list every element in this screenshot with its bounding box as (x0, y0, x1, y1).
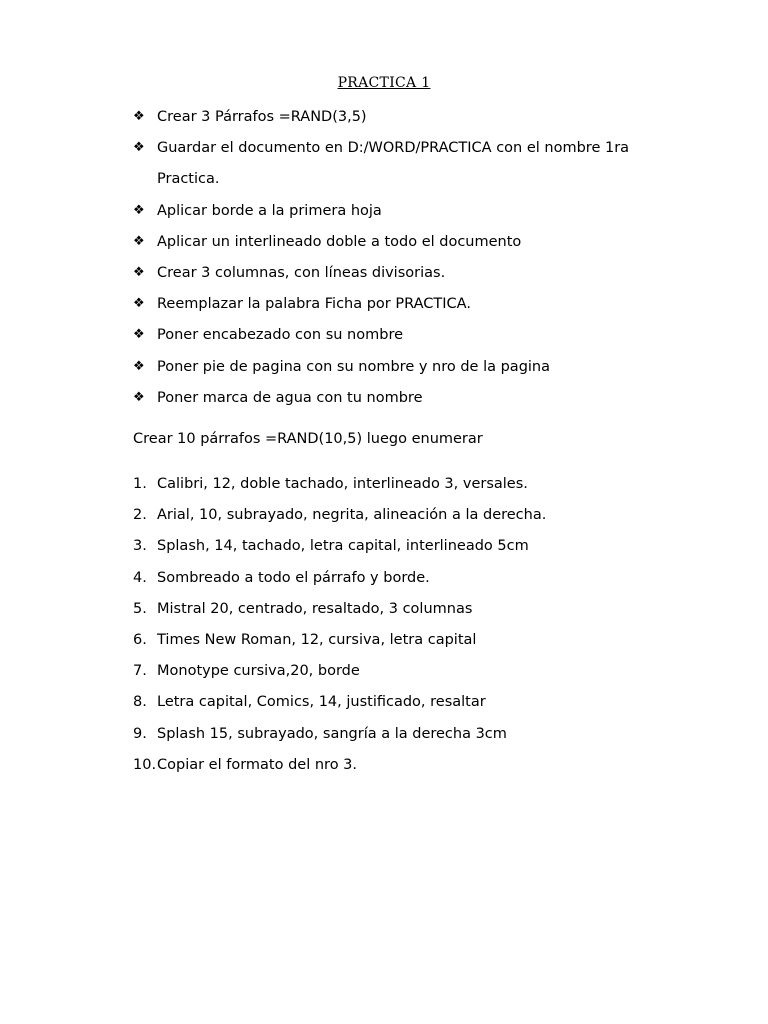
item-number: 6. (133, 631, 147, 648)
diamond-bullet-icon: ❖ (133, 109, 145, 124)
list-item-text: Reemplazar la palabra Ficha por PRACTICA. (157, 296, 471, 313)
numbered-item (133, 534, 693, 558)
list-item-continuation: Practica. (157, 171, 220, 188)
item-text: Letra capital, Comics, 14, justificado, resaltar (157, 694, 486, 711)
list-item (133, 292, 693, 316)
item-text: Copiar el formato del nro 3. (157, 756, 358, 773)
item-text: Sombreado a todo el párrafo y borde. (157, 569, 430, 586)
item-number: 1. (133, 476, 147, 492)
item-text: Splash, 14, tachado, letra capital, interlineado 5cm (157, 538, 529, 555)
intro-paragraph: Crear 10 párrafos =RAND(10,5) luego enumerar (133, 431, 483, 447)
list-item (133, 230, 693, 254)
list-item-text: Aplicar un interlineado doble a todo el documento (157, 233, 522, 250)
list-item (133, 136, 693, 191)
numbered-item (133, 753, 693, 777)
numbered-item (133, 722, 693, 746)
list-item (133, 323, 693, 347)
list-item-text: Poner pie de pagina con su nombre y nro de la pagina (157, 358, 551, 375)
numbered-item (133, 597, 693, 621)
list-item-text: Aplicar borde a la primera hoja (157, 202, 382, 219)
diamond-bullet-icon: ❖ (133, 264, 145, 280)
diamond-bullet-icon: ❖ (133, 140, 145, 156)
diamond-bullet-icon: ❖ (133, 327, 145, 343)
item-number: 4. (133, 569, 147, 586)
numbered-item (133, 628, 693, 652)
numbered-item (133, 566, 693, 590)
list-item-text: Poner marca de agua con tu nombre (157, 389, 423, 406)
diamond-bullet-icon: ❖ (133, 233, 145, 249)
list-item-text: Guardar el documento en D:/WORD/PRACTICA con el nombre 1ra (157, 140, 630, 157)
numbered-item (133, 503, 693, 527)
numbered-item (133, 659, 693, 683)
task-bullet-list (133, 105, 693, 417)
numbered-item (133, 690, 693, 714)
list-item-text: Crear 3 columnas, con líneas divisorias. (157, 264, 446, 281)
item-text: Mistral 20, centrado, resaltado, 3 columnas (157, 600, 473, 617)
list-item (133, 199, 693, 223)
list-item-text: Poner encabezado con su nombre (157, 327, 404, 344)
item-text: Arial, 10, subrayado, negrita, alineación a la derecha. (157, 507, 547, 524)
item-number: 7. (133, 663, 147, 680)
page-title: PRACTICA 1 (337, 75, 431, 91)
item-number: 2. (133, 507, 147, 524)
list-item (133, 261, 693, 285)
list-item (133, 386, 693, 410)
item-text: Calibri, 12, doble tachado, interlineado 3, versales. (157, 476, 528, 492)
item-number: 3. (133, 538, 147, 555)
list-item (133, 105, 693, 129)
list-item-text: Crear 3 Párrafos =RAND(3,5) (157, 109, 367, 125)
numbered-item (133, 472, 693, 496)
item-text: Monotype cursiva,20, borde (157, 663, 360, 680)
numbered-list (133, 472, 693, 784)
item-number: 8. (133, 694, 147, 711)
item-number: 10. (133, 756, 157, 773)
diamond-bullet-icon: ❖ (133, 358, 145, 374)
item-number: 5. (133, 600, 147, 617)
item-text: Splash 15, subrayado, sangría a la derecha 3cm (157, 725, 507, 742)
list-item (133, 355, 693, 379)
item-number: 9. (133, 725, 147, 742)
item-text: Times New Roman, 12, cursiva, letra capital (157, 631, 477, 648)
diamond-bullet-icon: ❖ (133, 202, 145, 218)
diamond-bullet-icon: ❖ (133, 296, 145, 312)
diamond-bullet-icon: ❖ (133, 389, 145, 405)
